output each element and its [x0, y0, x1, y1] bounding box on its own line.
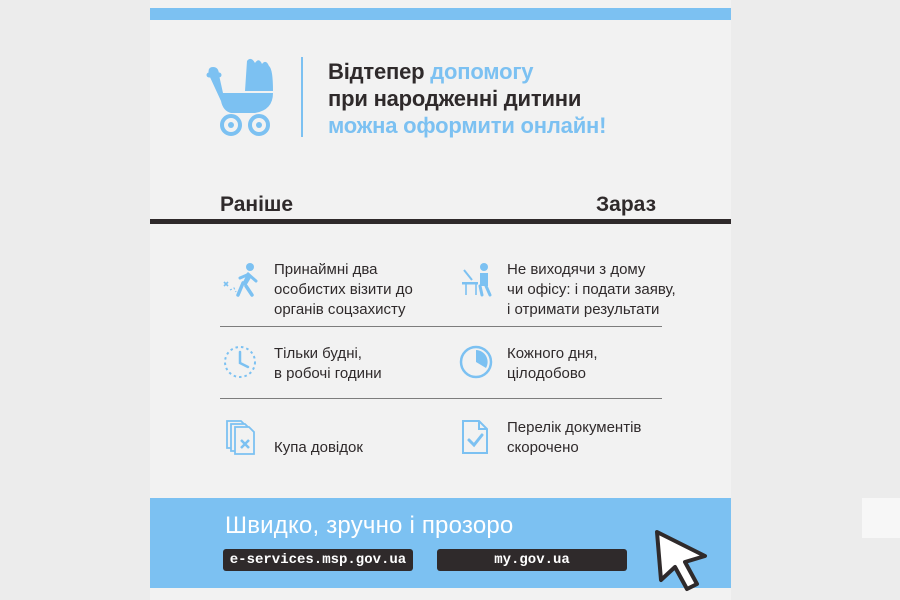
- columns-divider: [150, 219, 731, 224]
- text-line: в робочі години: [274, 365, 382, 382]
- text-line: Кожного дня,: [507, 345, 598, 362]
- document-check-icon: [460, 418, 490, 456]
- text-line: Купа довідок: [274, 439, 363, 456]
- headline-divider: [301, 57, 303, 137]
- documents-cross-icon: [224, 418, 258, 456]
- row-2-now-text: [507, 344, 598, 384]
- text-line: Перелік документів: [507, 419, 642, 436]
- headline: [328, 58, 606, 139]
- text-line: скорочено: [507, 439, 579, 456]
- row-1-before-text: [274, 260, 413, 320]
- infographic-poster: [150, 0, 731, 600]
- headline-line-1: [328, 58, 606, 85]
- row-3-now-text: [507, 418, 641, 458]
- cursor-arrow-icon: [651, 526, 711, 596]
- text-line: особистих візити до: [274, 281, 413, 298]
- text-line: Не виходячи з дому: [507, 261, 646, 278]
- row-2-before-text: [274, 344, 382, 384]
- text-line: і отримати результати: [507, 301, 660, 318]
- headline-word-dark: Відтепер: [328, 59, 425, 84]
- text-line: органів соцзахисту: [274, 301, 406, 318]
- person-at-desk-icon: [460, 262, 494, 298]
- link-e-services[interactable]: e-services.msp.gov.ua: [223, 549, 413, 571]
- stroller-icon: [205, 55, 277, 137]
- clock-icon: [458, 344, 494, 380]
- dotted-clock-icon: [222, 344, 258, 380]
- page-corner-tab: [862, 498, 900, 538]
- row-divider: [220, 398, 662, 399]
- row-3-before-text: [274, 438, 363, 458]
- row-1-now-text: [507, 260, 676, 320]
- text-line: Принаймні два: [274, 261, 378, 278]
- column-before-title: Раніше: [220, 193, 294, 216]
- headline-line-3: можна оформити онлайн!: [328, 113, 607, 138]
- column-now-title: Зараз: [596, 193, 657, 216]
- text-line: Тільки будні,: [274, 345, 362, 362]
- bottom-banner: [150, 498, 731, 588]
- headline-word-blue: допомогу: [430, 59, 534, 84]
- headline-line-2: при народженні дитини: [328, 86, 582, 111]
- top-accent-bar: [150, 8, 731, 20]
- link-my-gov[interactable]: my.gov.ua: [437, 549, 627, 571]
- text-line: цілодобово: [507, 365, 587, 382]
- walking-person-icon: [222, 262, 262, 298]
- text-line: чи офісу: і подати заяву,: [507, 281, 676, 298]
- row-divider: [220, 326, 662, 327]
- tagline: Швидко, зручно і прозоро: [225, 512, 514, 539]
